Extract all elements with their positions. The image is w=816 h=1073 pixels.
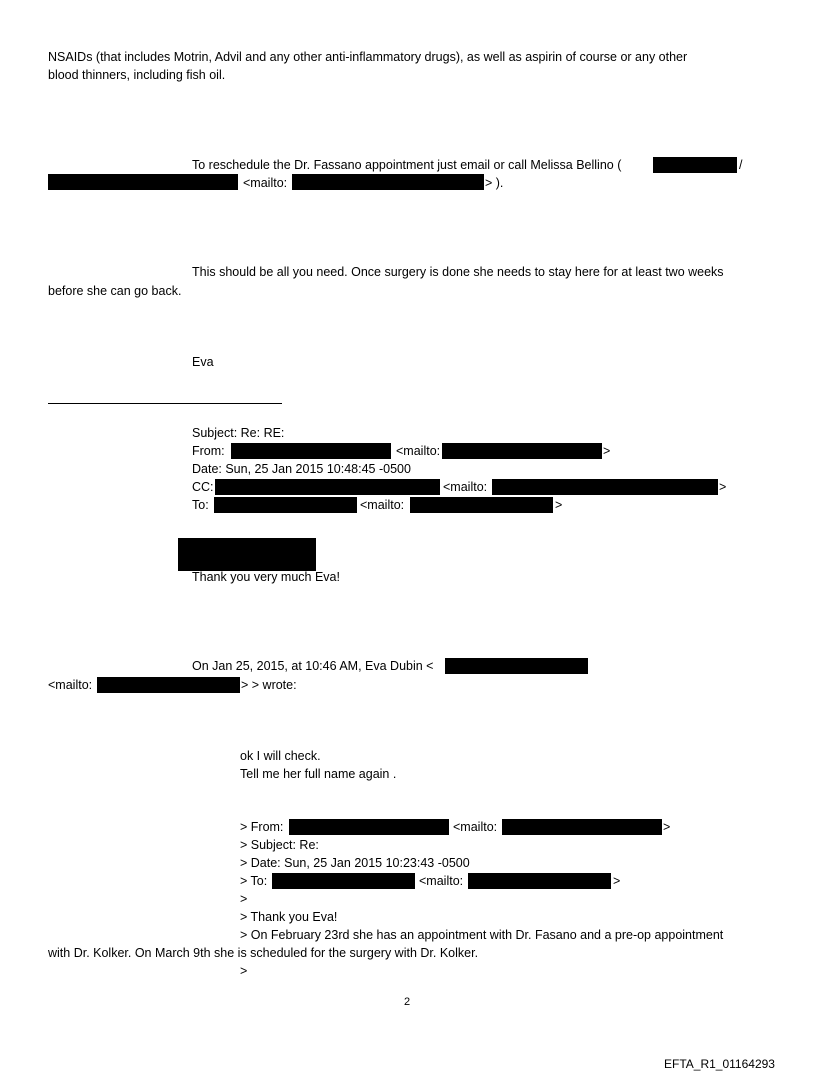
redaction-block xyxy=(468,873,611,889)
redaction-block xyxy=(289,819,449,835)
redaction-block xyxy=(442,443,602,459)
reschedule-slash: / xyxy=(739,158,743,172)
quote1-intro-mailto: <mailto: xyxy=(48,678,93,692)
quote2-to-label: > To: xyxy=(240,874,268,888)
quote1-intro: On Jan 25, 2015, at 10:46 AM, Eva Dubin < xyxy=(192,659,434,673)
header1-from-end: > xyxy=(603,444,611,458)
redaction-block xyxy=(214,497,357,513)
redaction-block xyxy=(97,677,240,693)
quote2-thanks: > Thank you Eva! xyxy=(240,910,338,924)
should-line-1: This should be all you need. Once surgery is done she needs to stay here for at least two weeks xyxy=(192,265,724,279)
reply1-thanks: Thank you very much Eva! xyxy=(192,570,340,584)
signature: Eva xyxy=(192,355,214,369)
quote1-check: ok I will check. xyxy=(240,749,321,763)
header1-cc-mailto: <mailto: xyxy=(443,480,488,494)
redaction-block xyxy=(502,819,662,835)
quote2-to-end: > xyxy=(613,874,621,888)
quote2-blank-1: > xyxy=(240,892,248,906)
quote2-from-label: > From: xyxy=(240,820,284,834)
redaction-block xyxy=(292,174,484,190)
nsaids-line-1: NSAIDs (that includes Motrin, Advil and any other anti-inflammatory drugs), as well as aspirin of course or any other xyxy=(48,50,688,64)
redaction-block xyxy=(215,479,440,495)
quote2-feb-line-1: > On February 23rd she has an appointment with Dr. Fasano and a pre-op appointment xyxy=(240,928,724,942)
page-number: 2 xyxy=(404,996,411,1008)
redaction-block xyxy=(445,658,588,674)
redaction-block xyxy=(653,157,737,173)
quote2-from-end: > xyxy=(663,820,671,834)
quote2-from-mailto: <mailto: xyxy=(453,820,498,834)
reschedule-line-1: To reschedule the Dr. Fassano appointment just email or call Melissa Bellino ( xyxy=(192,158,622,172)
quote1-intro-end: > > wrote: xyxy=(241,678,297,692)
quote1-fullname: Tell me her full name again . xyxy=(240,767,397,781)
redaction-block xyxy=(272,873,415,889)
header1-from-label: From: xyxy=(192,444,225,458)
separator-line xyxy=(48,403,282,404)
quote2-blank-2: > xyxy=(240,964,248,978)
header1-cc-end: > xyxy=(719,480,727,494)
header1-cc-label: CC: xyxy=(192,480,214,494)
redaction-block xyxy=(178,538,316,571)
redaction-block xyxy=(410,497,553,513)
reschedule-end: > ). xyxy=(485,176,504,190)
reschedule-mailto: <mailto: xyxy=(243,176,288,190)
nsaids-line-2: blood thinners, including fish oil. xyxy=(48,68,226,82)
header1-date: Date: Sun, 25 Jan 2015 10:48:45 -0500 xyxy=(192,462,411,476)
redaction-block xyxy=(492,479,718,495)
redaction-block xyxy=(231,443,391,459)
redaction-block xyxy=(48,174,238,190)
header1-from-mailto: <mailto: xyxy=(396,444,441,458)
should-line-2: before she can go back. xyxy=(48,284,182,298)
quote2-to-mailto: <mailto: xyxy=(419,874,464,888)
header1-subject: Subject: Re: RE: xyxy=(192,426,285,440)
quote2-feb-line-2: with Dr. Kolker. On March 9th she is scheduled for the surgery with Dr. Kolker. xyxy=(48,946,479,960)
header1-to-mailto: <mailto: xyxy=(360,498,405,512)
header1-to-label: To: xyxy=(192,498,209,512)
header1-to-end: > xyxy=(555,498,563,512)
document-id: EFTA_R1_01164293 xyxy=(664,1057,775,1071)
quote2-subject: > Subject: Re: xyxy=(240,838,319,852)
quote2-date: > Date: Sun, 25 Jan 2015 10:23:43 -0500 xyxy=(240,856,470,870)
